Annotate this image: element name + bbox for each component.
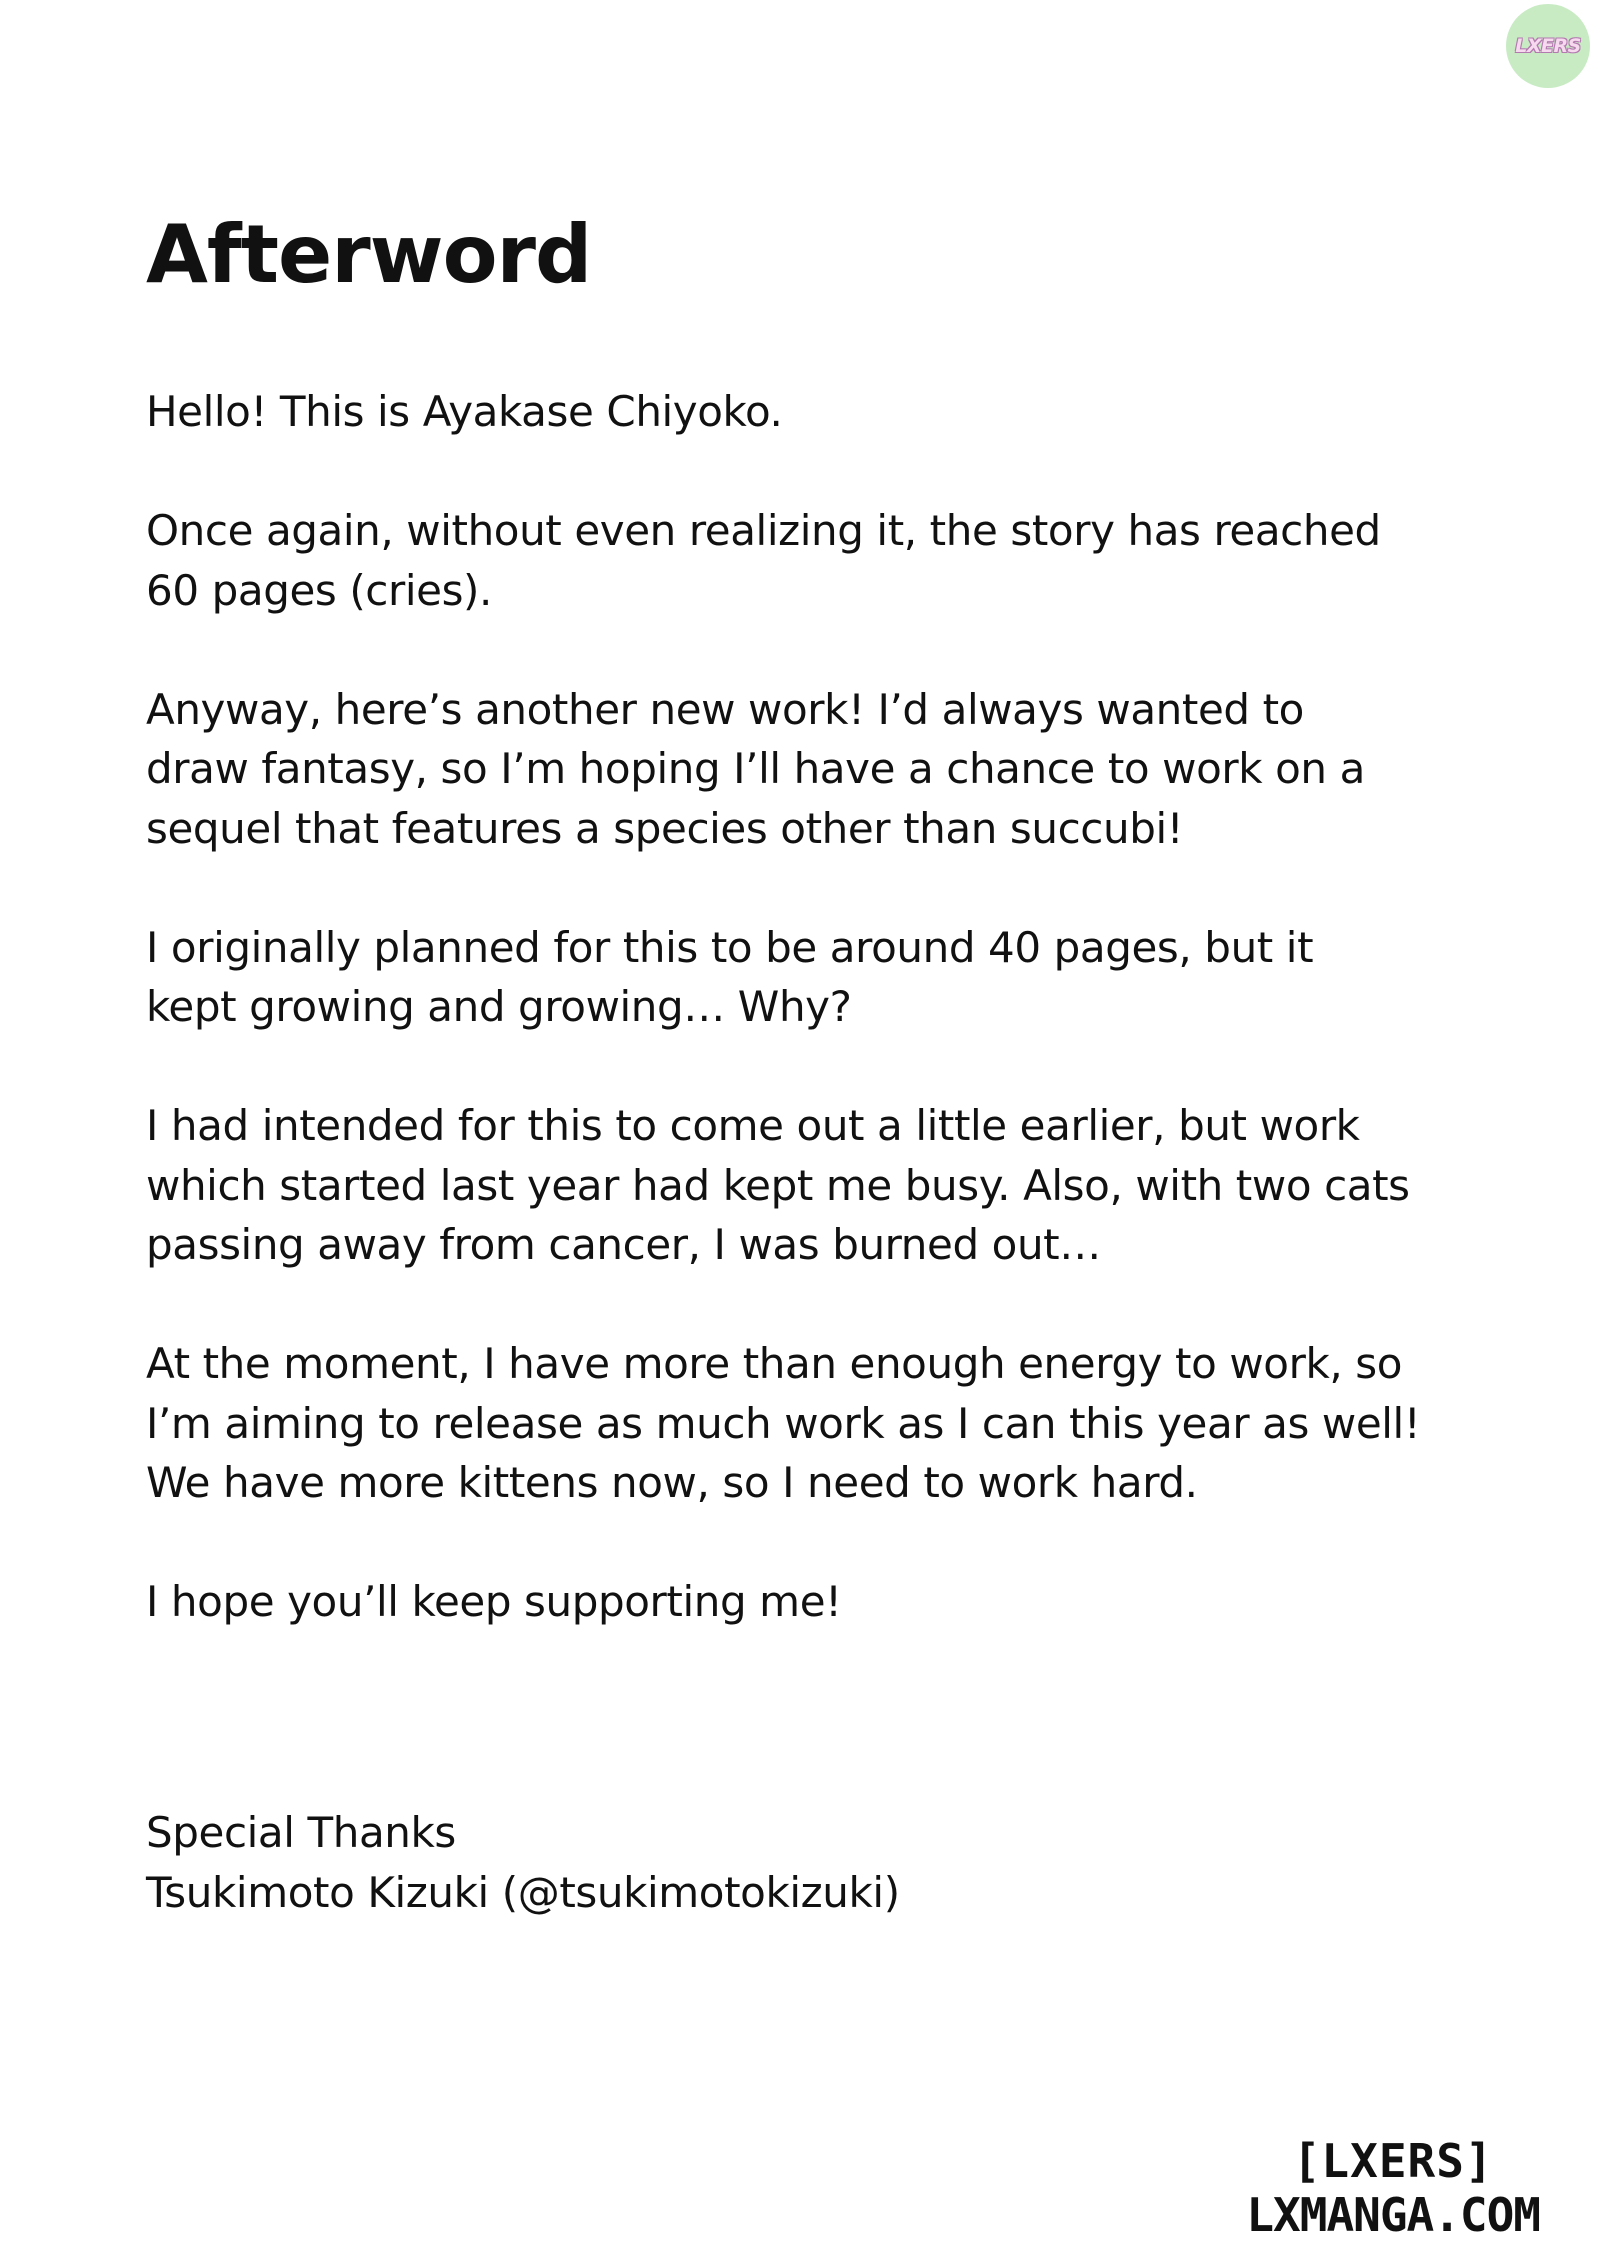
paragraph-page-count — [146, 501, 1486, 620]
lxers-logo-text: LXERS — [1515, 35, 1581, 57]
paragraph-energy — [146, 1334, 1486, 1513]
special-thanks-name: Tsukimoto Kizuki (@tsukimotokizuki) — [146, 1867, 900, 1917]
text-line: kept growing and growing… Why? — [146, 982, 852, 1031]
text-line: passing away from cancer, I was burned out… — [146, 1220, 1101, 1269]
watermark-url: LXMANGA.COM — [1246, 2188, 1540, 2242]
paragraph-delay — [146, 1096, 1486, 1275]
text-line: At the moment, I have more than enough energy to work, so — [146, 1339, 1403, 1388]
paragraph-original-plan — [146, 918, 1486, 1037]
text-line: draw fantasy, so I’m hoping I’ll have a chance to work on a — [146, 744, 1365, 793]
text-line: 60 pages (cries). — [146, 565, 492, 615]
text-line: Hello! This is Ayakase Chiyoko. — [146, 387, 783, 436]
text-line: I’m aiming to release as much work as I can this year as well! — [146, 1398, 1421, 1448]
text-line: I hope you’ll keep supporting me! — [146, 1577, 842, 1626]
lxers-logo — [1506, 4, 1590, 88]
paragraph-new-work — [146, 680, 1486, 859]
text-line: I originally planned for this to be around 40 pages, but it — [146, 922, 1314, 972]
special-thanks — [146, 1803, 900, 1922]
paragraph-greeting — [146, 382, 1486, 442]
watermark-brand: [LXERS] — [1292, 2134, 1494, 2188]
page-title: Afterword — [146, 208, 592, 301]
text-line: Anyway, here’s another new work! I’d always wanted to — [146, 684, 1304, 734]
special-thanks-heading: Special Thanks — [146, 1808, 456, 1857]
afterword-body — [146, 382, 1486, 1691]
text-line: sequel that features a species other than succubi! — [146, 803, 1184, 853]
text-line: I had intended for this to come out a little earlier, but work — [146, 1101, 1360, 1150]
paragraph-closing — [146, 1572, 1486, 1632]
text-line: Once again, without even realizing it, the story has reached — [146, 506, 1381, 555]
site-watermark — [1246, 2134, 1540, 2242]
text-line: We have more kittens now, so I need to work hard. — [146, 1458, 1198, 1507]
text-line: which started last year had kept me busy. Also, with two cats — [146, 1160, 1410, 1210]
